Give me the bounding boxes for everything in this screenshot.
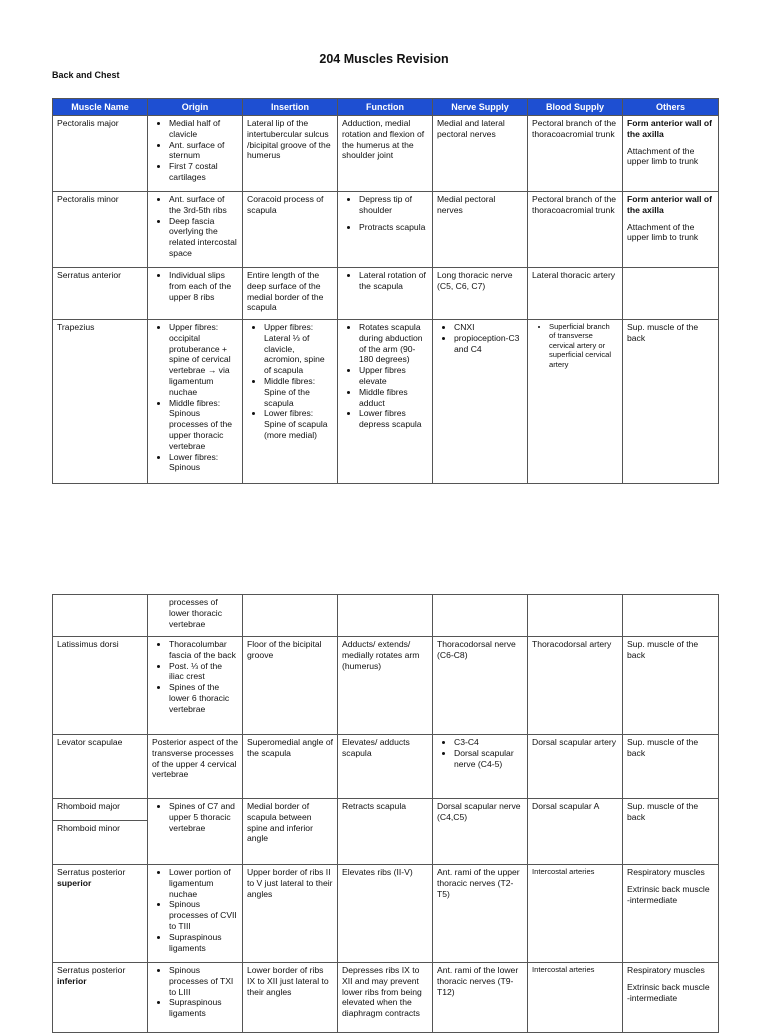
insertion-cell: Medial border of scapula between spine and inferior angle xyxy=(243,799,338,865)
list-item: • Spinous processes of CVII to TIII xyxy=(169,899,238,931)
list-item: • Supraspinous ligaments xyxy=(169,932,238,954)
insertion-cell xyxy=(243,595,338,637)
insertion-cell: Lower border of ribs IX to XII just lateral to their angles xyxy=(243,963,338,1033)
function-cell xyxy=(338,192,433,268)
header-insertion: Insertion xyxy=(243,99,338,116)
muscle-name-text: Serratus posterior xyxy=(57,965,126,975)
nerve-cell: Ant. rami of the lower thoracic nerves (T9-T12) xyxy=(433,963,528,1033)
header-others: Others xyxy=(623,99,719,116)
muscle-name xyxy=(53,595,148,637)
blood-cell: Pectoral branch of the thoracoacromial trunk xyxy=(528,116,623,192)
muscle-name: Rhomboid major xyxy=(53,799,148,821)
muscle-name: Pectoralis minor xyxy=(53,192,148,268)
list-item: • Ant. surface of sternum xyxy=(169,140,238,162)
function-cell: Elevates ribs (II-V) xyxy=(338,865,433,963)
origin-cell xyxy=(148,799,243,865)
others-cell: Sup. muscle of the back xyxy=(623,735,719,799)
muscle-name xyxy=(53,963,148,1033)
table-row xyxy=(53,320,719,484)
others-cell xyxy=(623,595,719,637)
nerve-cell xyxy=(433,320,528,484)
origin-cell xyxy=(148,320,243,484)
table-row xyxy=(53,116,719,192)
nerve-cell: Medial and lateral pectoral nerves xyxy=(433,116,528,192)
function-cell xyxy=(338,268,433,320)
nerve-cell xyxy=(433,735,528,799)
table-row xyxy=(53,735,719,799)
others-cell xyxy=(623,192,719,268)
table-header-row xyxy=(53,99,719,116)
table-row xyxy=(53,595,719,637)
header-origin: Origin xyxy=(148,99,243,116)
list-item: • Medial half of clavicle xyxy=(169,118,238,140)
muscle-name-qualifier: inferior xyxy=(57,975,87,986)
others-cell: Sup. muscle of the back xyxy=(623,320,719,484)
list-item: • Supraspinous ligaments xyxy=(169,997,238,1019)
list-item: • Dorsal scapular nerve (C4-5) xyxy=(454,748,523,770)
list-item: • Individual slips from each of the upper 8 ribs xyxy=(169,270,238,302)
function-cell: Elevates/ adducts scapula xyxy=(338,735,433,799)
origin-cell xyxy=(148,192,243,268)
blood-cell: Dorsal scapular artery xyxy=(528,735,623,799)
muscle-name-qualifier: superior xyxy=(57,877,92,888)
origin-cell xyxy=(148,865,243,963)
blood-cell: Intercostal arteries xyxy=(528,963,623,1033)
header-nerve-supply: Nerve Supply xyxy=(433,99,528,116)
list-item: • Middle fibres: Spinous processes of the upper thoracic vertebrae xyxy=(169,398,238,452)
muscle-name xyxy=(53,865,148,963)
others-cell xyxy=(623,963,719,1033)
origin-cell xyxy=(148,116,243,192)
others-text: Respiratory muscles xyxy=(627,965,705,975)
table-row xyxy=(53,268,719,320)
function-cell: Depresses ribs IX to XII and may prevent lower ribs from being elevated when the diaphragm contracts xyxy=(338,963,433,1033)
list-item: • Upper fibres: Lateral ⅓ of clavicle, acromion, spine of scapula xyxy=(264,322,333,376)
list-item: • propioception-C3 and C4 xyxy=(454,333,523,355)
origin-cell xyxy=(148,268,243,320)
blood-cell: Lateral thoracic artery xyxy=(528,268,623,320)
nerve-cell: Thoracodorsal nerve (C6-C8) xyxy=(433,637,528,735)
list-item: • Middle fibres: Spine of the scapula xyxy=(264,376,333,408)
list-item: • First 7 costal cartilages xyxy=(169,161,238,183)
function-cell xyxy=(338,595,433,637)
origin-cell xyxy=(148,637,243,735)
blood-cell: Thoracodorsal artery xyxy=(528,637,623,735)
list-item: • Upper fibres: occipital protuberance + spine of cervical vertebrae → via ligamentum nuchae xyxy=(169,322,238,398)
list-item: • Protracts scapula xyxy=(359,222,428,233)
list-item: • Lower fibres: Spinous xyxy=(169,452,238,474)
muscle-name: Pectoralis major xyxy=(53,116,148,192)
nerve-cell: Medial pectoral nerves xyxy=(433,192,528,268)
muscles-table-page-2 xyxy=(52,594,719,1033)
table-row xyxy=(53,192,719,268)
list-item: • Post. ⅓ of the iliac crest xyxy=(169,661,238,683)
list-item: • Upper fibres elevate xyxy=(359,365,428,387)
header-blood-supply: Blood Supply xyxy=(528,99,623,116)
list-item: • Spines of C7 and upper 5 thoracic vertebrae xyxy=(169,801,238,833)
origin-cell xyxy=(148,595,243,637)
list-item: • CNXI xyxy=(454,322,523,333)
insertion-cell: Upper border of ribs II to V just lateral to their angles xyxy=(243,865,338,963)
blood-cell: Pectoral branch of the thoracoacromial trunk xyxy=(528,192,623,268)
blood-cell xyxy=(528,320,623,484)
muscle-name-text: Serratus posterior xyxy=(57,867,126,877)
header-function: Function xyxy=(338,99,433,116)
list-item: • Lower portion of ligamentum nuchae xyxy=(169,867,238,899)
table-row xyxy=(53,637,719,735)
insertion-cell: Floor of the bicipital groove xyxy=(243,637,338,735)
nerve-cell: Dorsal scapular nerve (C4,C5) xyxy=(433,799,528,865)
list-item: • C3-C4 xyxy=(454,737,523,748)
origin-cell xyxy=(148,963,243,1033)
list-item: • Spines of the lower 6 thoracic vertebrae xyxy=(169,682,238,714)
nerve-cell xyxy=(433,595,528,637)
insertion-cell: Superomedial angle of the scapula xyxy=(243,735,338,799)
blood-cell: Intercostal arteries xyxy=(528,865,623,963)
insertion-cell: Lateral lip of the intertubercular sulcus /bicipital groove of the humerus xyxy=(243,116,338,192)
table-row xyxy=(53,865,719,963)
header-muscle-name: Muscle Name xyxy=(53,99,148,116)
muscle-name: Rhomboid minor xyxy=(53,821,148,865)
others-bold-text: Form anterior wall of the axilla xyxy=(627,118,712,139)
function-cell xyxy=(338,320,433,484)
page-title: 204 Muscles Revision xyxy=(319,52,449,66)
section-heading: Back and Chest xyxy=(52,70,120,80)
function-cell: Retracts scapula xyxy=(338,799,433,865)
others-cell: Sup. muscle of the back xyxy=(623,799,719,865)
list-item: • Deep fascia overlying the related intercostal space xyxy=(169,216,238,259)
table-row xyxy=(53,963,719,1033)
muscle-name: Trapezius xyxy=(53,320,148,484)
table-row xyxy=(53,799,719,821)
others-text: Attachment of the upper limb to trunk xyxy=(627,145,699,167)
list-item: • Ant. surface of the 3rd-5th ribs xyxy=(169,194,238,216)
function-cell: Adducts/ extends/ medially rotates arm (humerus) xyxy=(338,637,433,735)
nerve-cell: Ant. rami of the upper thoracic nerves (T2-T5) xyxy=(433,865,528,963)
list-item: • Lower fibres: Spine of scapula (more medial) xyxy=(264,408,333,440)
list-item: • Middle fibres adduct xyxy=(359,387,428,409)
muscle-name: Levator scapulae xyxy=(53,735,148,799)
list-item: • Lower fibres depress scapula xyxy=(359,408,428,430)
list-item: • Superficial branch of transverse cervical artery or superficial cervical artery xyxy=(549,322,618,369)
list-item: • Lateral rotation of the scapula xyxy=(359,270,428,292)
muscle-name: Serratus anterior xyxy=(53,268,148,320)
muscle-name: Latissimus dorsi xyxy=(53,637,148,735)
others-cell: Sup. muscle of the back xyxy=(623,637,719,735)
others-text: Attachment of the upper limb to trunk xyxy=(627,221,699,243)
others-cell xyxy=(623,865,719,963)
insertion-cell: Coracoid process of scapula xyxy=(243,192,338,268)
others-cell xyxy=(623,116,719,192)
origin-cell: Posterior aspect of the transverse processes of the upper 4 cervical vertebrae xyxy=(148,735,243,799)
others-text-2: Extrinsic back muscle -intermediate xyxy=(627,883,710,905)
function-cell: Adduction, medial rotation and flexion of the humerus at the shoulder joint xyxy=(338,116,433,192)
list-item: • Thoracolumbar fascia of the back xyxy=(169,639,238,661)
muscles-table-page-1 xyxy=(52,98,719,484)
others-cell xyxy=(623,268,719,320)
origin-continuation-text: processes of lower thoracic vertebrae xyxy=(169,597,223,629)
insertion-cell: Entire length of the deep surface of the medial border of the scapula xyxy=(243,268,338,320)
others-text: Respiratory muscles xyxy=(627,867,705,877)
insertion-cell xyxy=(243,320,338,484)
list-item: • Spinous processes of TXI to LIII xyxy=(169,965,238,997)
list-item: • Depress tip of shoulder xyxy=(359,194,428,216)
others-text-2: Extrinsic back muscle -intermediate xyxy=(627,981,710,1003)
list-item: • Rotates scapula during abduction of the arm (90-180 degrees) xyxy=(359,322,428,365)
blood-cell: Dorsal scapular A xyxy=(528,799,623,865)
nerve-cell: Long thoracic nerve (C5, C6, C7) xyxy=(433,268,528,320)
others-bold-text: Form anterior wall of the axilla xyxy=(627,194,712,215)
blood-cell xyxy=(528,595,623,637)
